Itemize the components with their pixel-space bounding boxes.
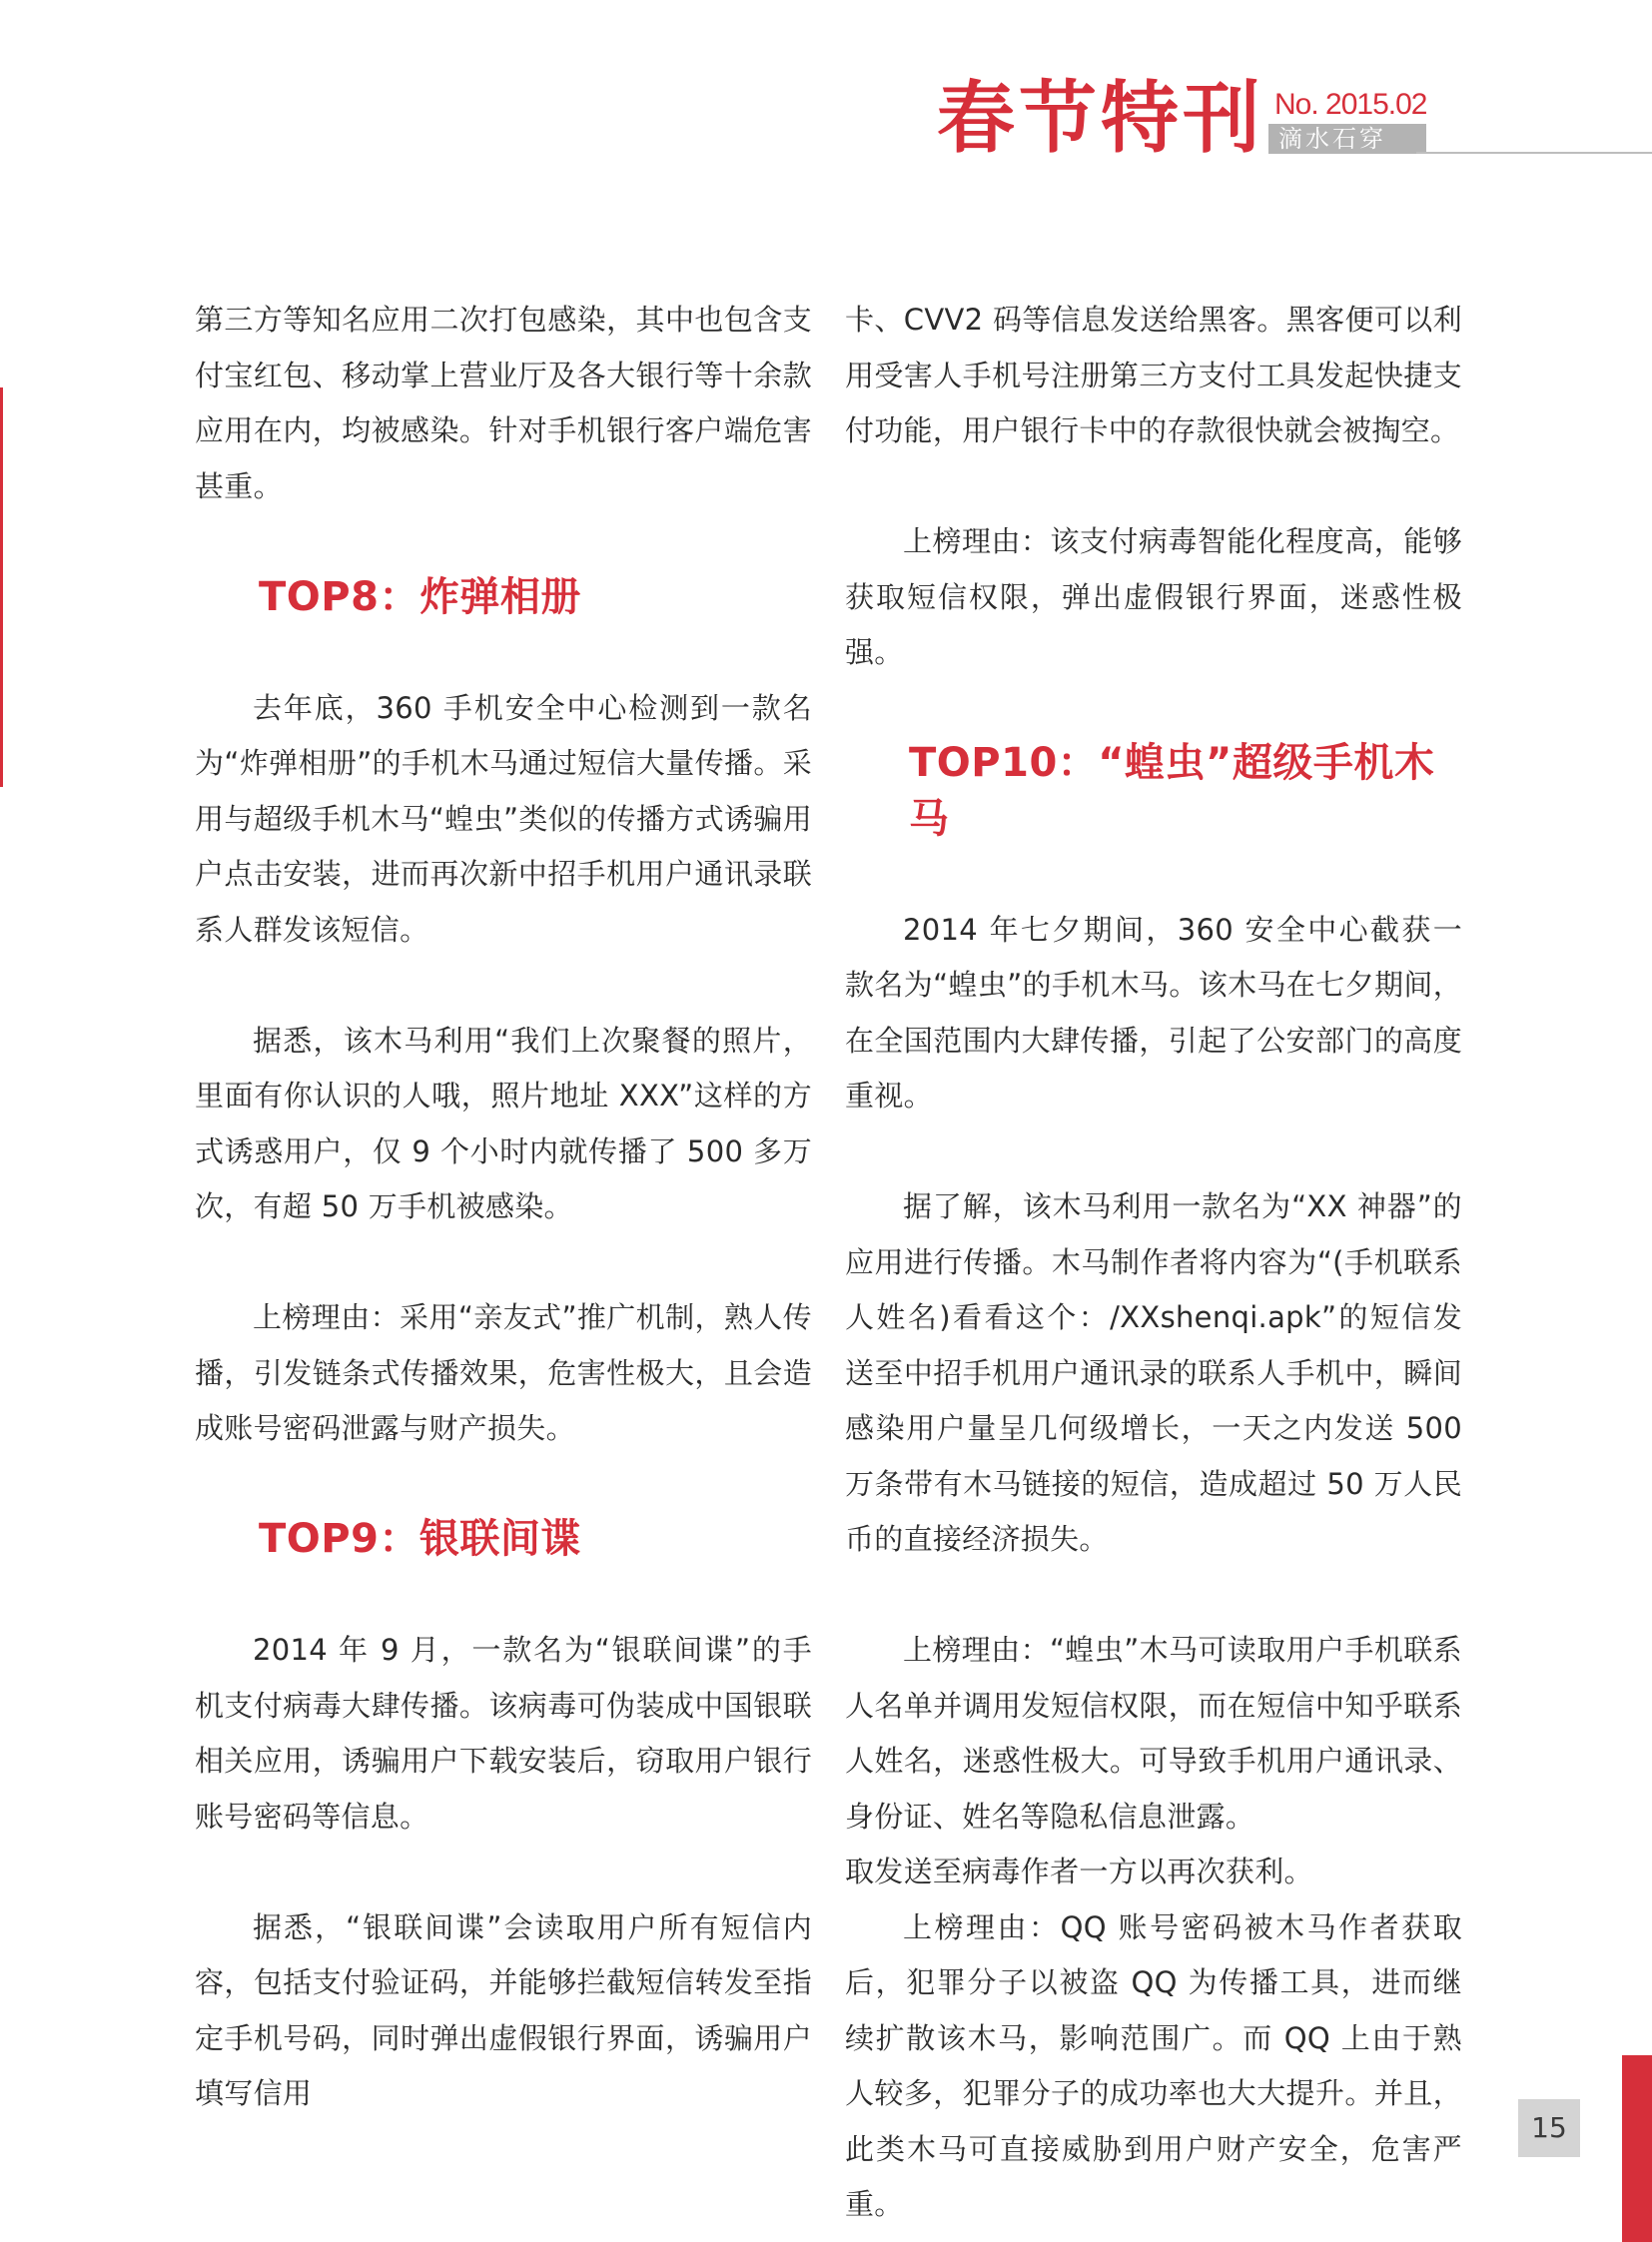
page-number: 15 [1518,2099,1580,2157]
left-column [195,293,812,2122]
paragraph: 2014 年 9 月，一款名为“银联间谍”的手机支付病毒大肆传播。该病毒可伪装成中国银联相关应用，诱骗用户下载安装后，窃取用户银行账号密码等信息。 [195,1633,812,1834]
paragraph: 据悉，该木马利用“我们上次聚餐的照片，里面有你认识的人哦，照片地址 XXX”这样的方式诱惑用户，仅 9 个小时内就传播了 500 多万次，有超 50 万手机被感染。 [195,1023,812,1223]
paragraph: 上榜理由：该支付病毒智能化程度高，能够获取短信权限，弹出虚假银行界面，迷惑性极强。 [845,524,1462,669]
paragraph: 卡、CVV2 码等信息发送给黑客。黑客便可以利用受害人手机号注册第三方支付工具发起快捷支付功能，用户银行卡中的存款很快就会被掏空。 [845,303,1462,447]
paragraph: 去年底，360 手机安全中心检测到一款名为“炸弹相册”的手机木马通过短信大量传播。采用与超级手机木马“蝗虫”类似的传播方式诱骗用户点击安装，进而再次新中招手机用户通讯录联系人群发该短信。 [195,690,812,947]
paragraph: 上榜理由：QQ 账号密码被木马作者获取后，犯罪分子以被盗 QQ 为传播工具，进而继续扩散该木马，影响范围广。而 QQ 上由于熟人较多，犯罪分子的成功率也大大提升。并且，此类木马可直接威胁到用户财产安全，危害严重。 [845,1909,1462,2221]
section-heading-top10: TOP10：“蝗虫”超级手机木马 [909,740,1435,842]
paragraph: 第三方等知名应用二次打包感染，其中也包含支付宝红包、移动掌上营业厅及各大银行等十余款应用在内，均被感染。针对手机银行客户端危害甚重。 [195,303,812,503]
paragraph: 据悉，“银联间谍”会读取用户所有短信内容，包括支付验证码，并能够拦截短信转发至指定手机号码，同时弹出虚假银行界面，诱骗用户填写信用 [195,1909,812,2110]
paragraph: 2014 年七夕期间，360 安全中心截获一款名为“蝗虫”的手机木马。该木马在七夕期间，在全国范围内大肆传播，引起了公安部门的高度重视。 [845,912,1462,1113]
paragraph: 据了解，该木马利用一款名为“XX 神器”的应用进行传播。木马制作者将内容为“(手机联系人姓名)看看这个：/XXshenqi.apk”的短信发送至中招手机用户通讯录的联系人手机中，瞬间感染用户量呈几何级增长，一天之内发送 500 万条带有木马链接的短信，造成超过 50 万人民币的直接经济损失。 [845,1189,1472,1556]
paragraph: 上榜理由：“蝗虫”木马可读取用户手机联系人名单并调用发短信权限，而在短信中知乎联系人姓名，迷惑性极大。可导致手机用户通讯录、身份证、姓名等隐私信息泄露。 [845,1633,1462,1834]
issue-number: No. 2015.02 [1274,88,1427,121]
paragraph: 取发送至病毒作者一方以再次获利。 [845,1855,1313,1888]
section-heading-top9: TOP9：银联间谍 [259,1516,581,1562]
right-column [845,293,1472,2233]
header-rule [1416,152,1652,154]
corner-accent-bar [1622,2055,1652,2242]
paragraph: 上榜理由：采用“亲友式”推广机制，熟人传播，引发链条式传播效果，危害性极大，且会造成账号密码泄露与财产损失。 [195,1300,812,1445]
left-edge-accent-bar [0,387,3,787]
masthead-title: 春节特刊 [937,74,1265,164]
section-heading-top8: TOP8：炸弹相册 [259,573,581,620]
tagline-badge: 滴水石穿 [1268,124,1426,154]
